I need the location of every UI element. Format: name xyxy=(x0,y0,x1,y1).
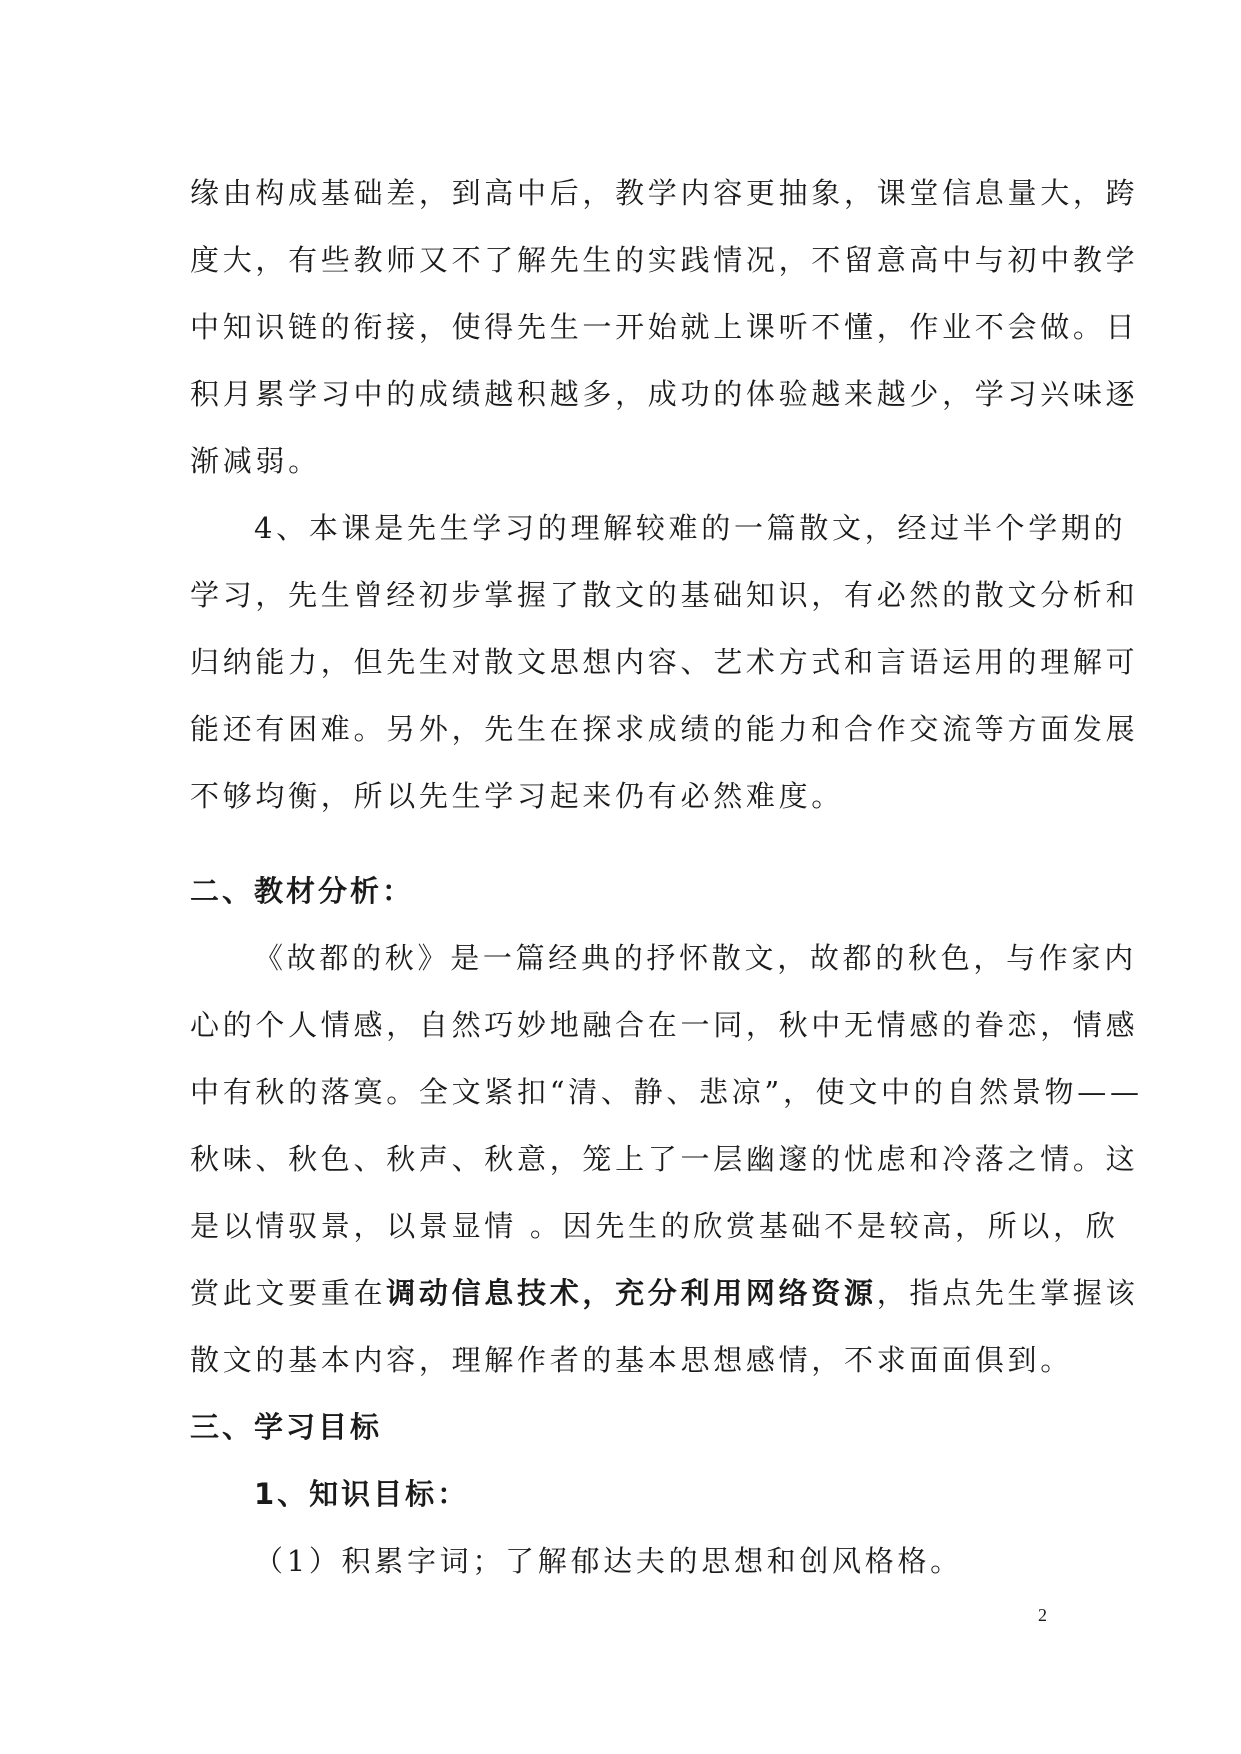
paragraph-line: 度大，有些教师又不了解先生的实践情况，不留意高中与初中教学 xyxy=(190,243,1139,277)
paragraph-line: 秋味、秋色、秋声、秋意，笼上了一层幽邃的忧虑和冷落之情。这 xyxy=(190,1142,1139,1176)
paragraph-line: 缘由构成基础差，到高中后，教学内容更抽象，课堂信息量大，跨 xyxy=(190,176,1139,210)
paragraph-line: 中知识链的衔接，使得先生一开始就上课听不懂，作业不会做。日 xyxy=(190,310,1139,344)
paragraph-line: 是以情驭景，以景显情 。因先生的欣赏基础不是较高，所以，欣 xyxy=(190,1209,1119,1243)
paragraph-line: 不够均衡，所以先生学习起来仍有必然难度。 xyxy=(190,779,845,813)
text-segment: 赏此文要重在 xyxy=(190,1276,387,1310)
page-number: 2 xyxy=(1038,1605,1047,1625)
paragraph-line: 心的个人情感，自然巧妙地融合在一同，秋中无情感的眷恋，情感 xyxy=(190,1008,1139,1042)
page-content xyxy=(190,160,1143,1595)
paragraph-line: 《故都的秋》是一篇经典的抒怀散文，故都的秋色，与作家内 xyxy=(254,941,1137,975)
paragraph-line: 学习，先生曾经初步掌握了散文的基础知识，有必然的散文分析和 xyxy=(190,578,1139,612)
subsection-heading-knowledge-objectives: 1、知识目标： xyxy=(254,1477,470,1511)
section-heading-learning-objectives: 三、学习目标 xyxy=(190,1410,383,1444)
paragraph-line: 中有秋的落寞。全文紧扣“清、静、悲凉”，使文中的自然景物—— xyxy=(190,1075,1143,1109)
paragraph-line-with-emphasis xyxy=(190,1260,1139,1327)
objective-item: （1）积累字词；了解郁达夫的思想和创风格格。 xyxy=(254,1544,963,1578)
section-gap xyxy=(190,830,1052,858)
paragraph-line: 归纳能力，但先生对散文思想内容、艺术方式和言语运用的理解可 xyxy=(190,645,1139,679)
paragraph-line: 散文的基本内容，理解作者的基本思想感情，不求面面俱到。 xyxy=(190,1343,1073,1377)
paragraph-line: 积月累学习中的成绩越积越多，成功的体验越来越少，学习兴味逐 xyxy=(190,377,1139,411)
paragraph-line: 能还有困难。另外，先生在探求成绩的能力和合作交流等方面发展 xyxy=(190,712,1139,746)
paragraph-line: 渐减弱。 xyxy=(190,444,321,478)
section-heading-textbook-analysis: 二、教材分析： xyxy=(190,874,415,908)
emphasized-text: 调动信息技术，充分利用网络资源 xyxy=(386,1276,877,1310)
paragraph-line: 4、本课是先生学习的理解较难的一篇散文，经过半个学期的 xyxy=(254,511,1127,545)
text-segment: ，指点先生掌握该 xyxy=(876,1276,1139,1310)
